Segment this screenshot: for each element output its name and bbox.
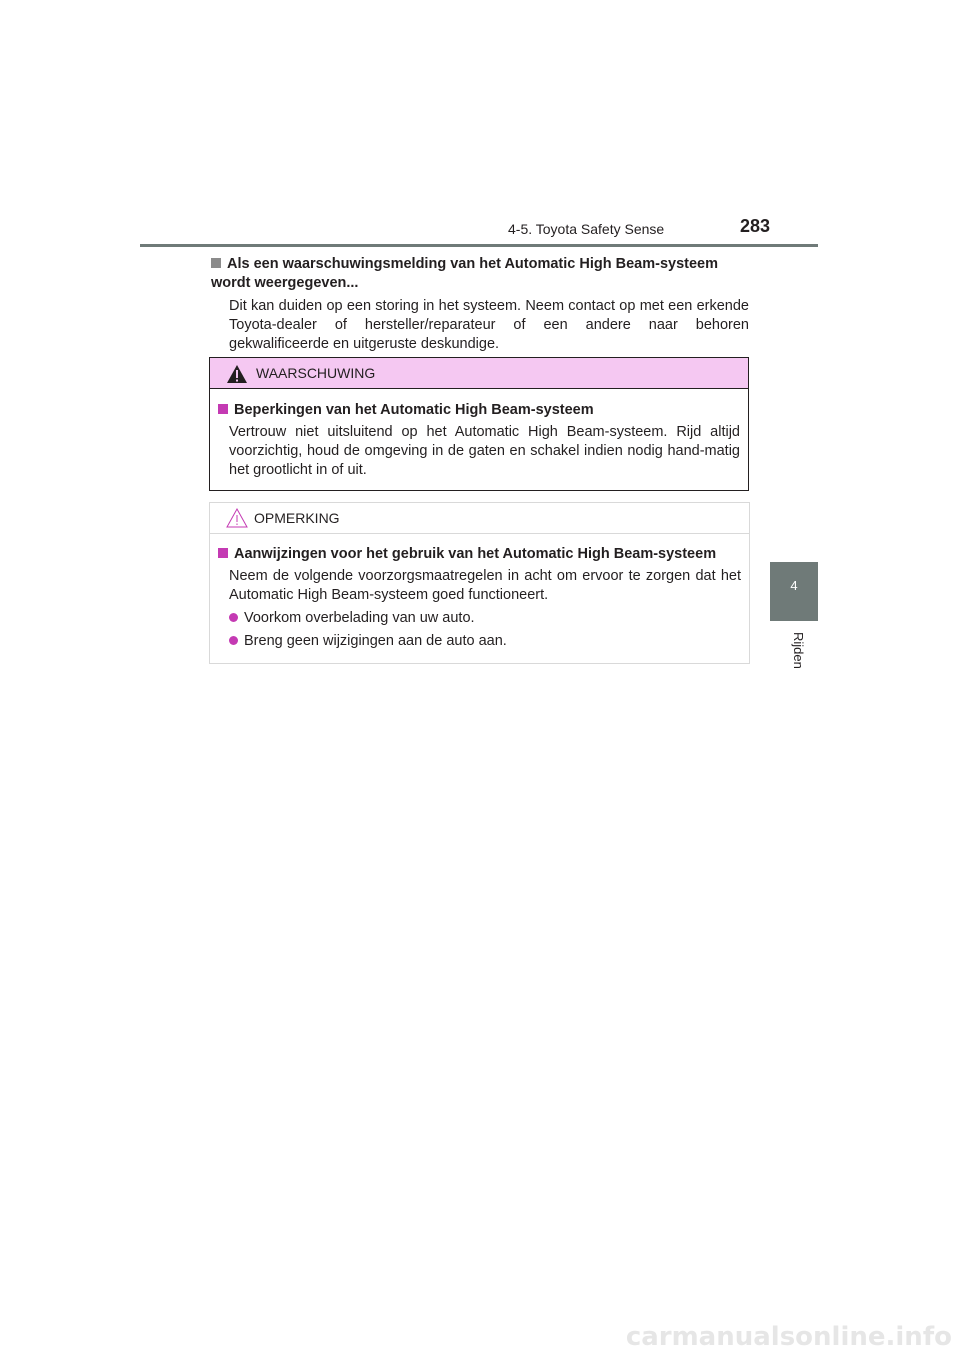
warning-body — [210, 389, 748, 480]
square-bullet-icon — [218, 404, 228, 414]
section-body: Dit kan duiden op een storing in het systeem. Neem contact op met een erkende Toyota-dealer of hersteller/reparateur of een andere naar behoren gekwalificeerde en uitgeruste deskundige. — [229, 298, 749, 352]
warning-message-section — [211, 255, 749, 354]
watermark-text: carmanualsonline.info — [625, 1322, 952, 1352]
section-title: 4-5. Toyota Safety Sense — [508, 221, 665, 237]
notice-heading — [218, 545, 741, 564]
notice-header — [210, 503, 749, 534]
warning-box — [209, 357, 749, 491]
page-number: 283 — [740, 216, 771, 236]
square-bullet-icon — [218, 548, 228, 558]
notice-title: OPMERKING — [254, 510, 340, 526]
chapter-number: 4 — [770, 562, 818, 621]
list-item-text: Breng geen wijzigingen aan de auto aan. — [244, 633, 507, 649]
notice-text: Neem de volgende voorzorgsmaatregelen in acht om ervoor te zorgen dat het Automatic High Beam-systeem goed functioneert. — [229, 568, 741, 603]
list-item — [218, 632, 741, 651]
round-bullet-icon — [229, 636, 238, 645]
list-item-text: Voorkom overbelading van uw auto. — [244, 610, 475, 626]
notice-box — [209, 502, 750, 664]
notice-body — [210, 534, 749, 651]
round-bullet-icon — [229, 613, 238, 622]
warning-triangle-filled-icon — [226, 364, 248, 384]
square-bullet-icon — [211, 258, 221, 268]
notice-heading-text: Aanwijzingen voor het gebruik van het Automatic High Beam-systeem — [234, 546, 717, 562]
watermark — [600, 1316, 960, 1358]
warning-title: WAARSCHUWING — [256, 365, 376, 381]
warning-heading — [218, 401, 740, 420]
warning-text: Vertrouw niet uitsluitend op het Automatic High Beam-systeem. Rijd altijd voorzichtig, houd de omgeving in de gaten en schakel indien nodig hand-matig het grootlicht in of uit. — [229, 424, 740, 478]
warning-heading-text: Beperkingen van het Automatic High Beam-systeem — [234, 402, 594, 418]
warning-triangle-outline-icon — [226, 507, 248, 529]
section-heading — [211, 255, 749, 293]
header-divider — [140, 244, 818, 247]
warning-header — [210, 358, 748, 389]
chapter-label: Rijden — [791, 632, 806, 669]
section-heading-text: Als een waarschuwingsmelding van het Automatic High Beam-systeem wordt weergegeven... — [211, 256, 718, 291]
list-item — [218, 609, 741, 628]
